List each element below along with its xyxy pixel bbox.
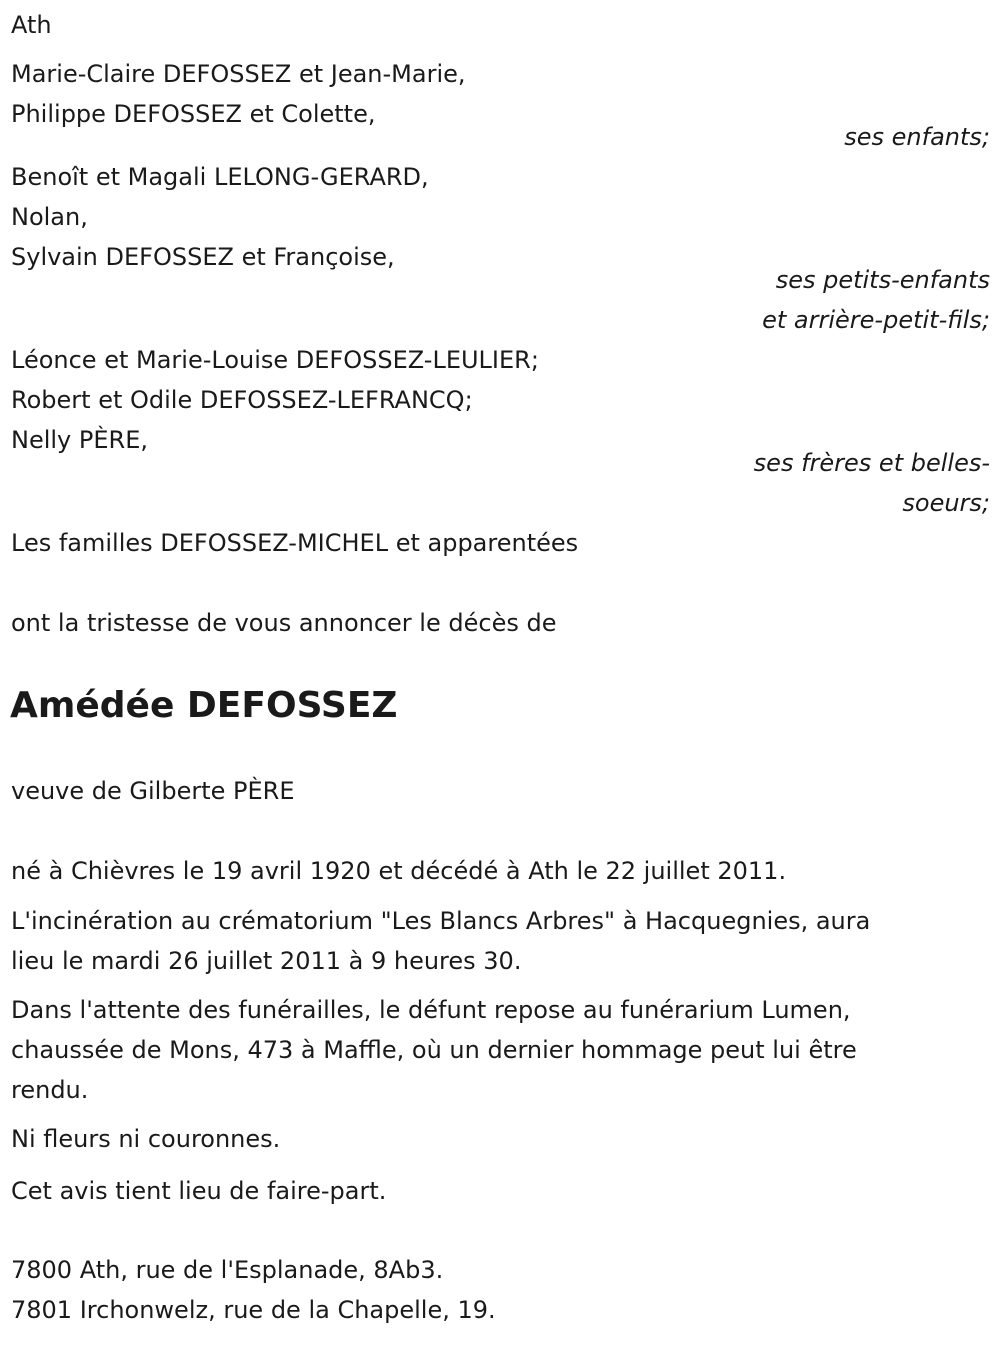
grandchildren-line: Nolan,	[11, 203, 88, 231]
grandchildren-line: Benoît et Magali LELONG-GERARD,	[11, 163, 429, 191]
siblings-line: Nelly PÈRE,	[11, 426, 148, 454]
funerarium-line: rendu.	[11, 1076, 89, 1104]
children-line: Marie-Claire DEFOSSEZ et Jean-Marie,	[11, 60, 466, 88]
birth-death-line: né à Chièvres le 19 avril 1920 et décédé à Ath le 22 juillet 2011.	[11, 857, 787, 885]
location: Ath	[11, 11, 52, 39]
grandchildren-line: Sylvain DEFOSSEZ et Françoise,	[11, 243, 395, 271]
children-line: Philippe DEFOSSEZ et Colette,	[11, 100, 376, 128]
announcement-line: ont la tristesse de vous annoncer le décès de	[11, 609, 557, 637]
siblings-line: Robert et Odile DEFOSSEZ-LEFRANCQ;	[11, 386, 473, 414]
address-line: 7800 Ath, rue de l'Esplanade, 8Ab3.	[11, 1256, 444, 1284]
siblings-relation: ses frères et belles-	[753, 449, 990, 477]
cremation-line: lieu le mardi 26 juillet 2011 à 9 heures 30.	[11, 947, 522, 975]
address-line: 7801 Irchonwelz, rue de la Chapelle, 19.	[11, 1296, 496, 1324]
deceased-name: Amédée DEFOSSEZ	[10, 685, 398, 726]
funerarium-line: Dans l'attente des funérailles, le défunt repose au funérarium Lumen,	[11, 996, 851, 1024]
notice-line: Cet avis tient lieu de faire-part.	[11, 1177, 387, 1205]
families-line: Les familles DEFOSSEZ-MICHEL et apparentées	[11, 529, 579, 557]
siblings-relation: soeurs;	[902, 489, 990, 517]
spouse-note: veuve de Gilberte PÈRE	[11, 777, 295, 805]
funerarium-line: chaussée de Mons, 473 à Maffle, où un dernier hommage peut lui être	[11, 1036, 857, 1064]
flowers-line: Ni fleurs ni couronnes.	[11, 1125, 281, 1153]
siblings-line: Léonce et Marie-Louise DEFOSSEZ-LEULIER;	[11, 346, 539, 374]
grandchildren-relation: et arrière-petit-fils;	[762, 306, 990, 334]
children-relation: ses enfants;	[844, 123, 990, 151]
cremation-line: L'incinération au crématorium "Les Blancs Arbres" à Hacquegnies, aura	[11, 907, 871, 935]
grandchildren-relation: ses petits-enfants	[775, 266, 990, 294]
